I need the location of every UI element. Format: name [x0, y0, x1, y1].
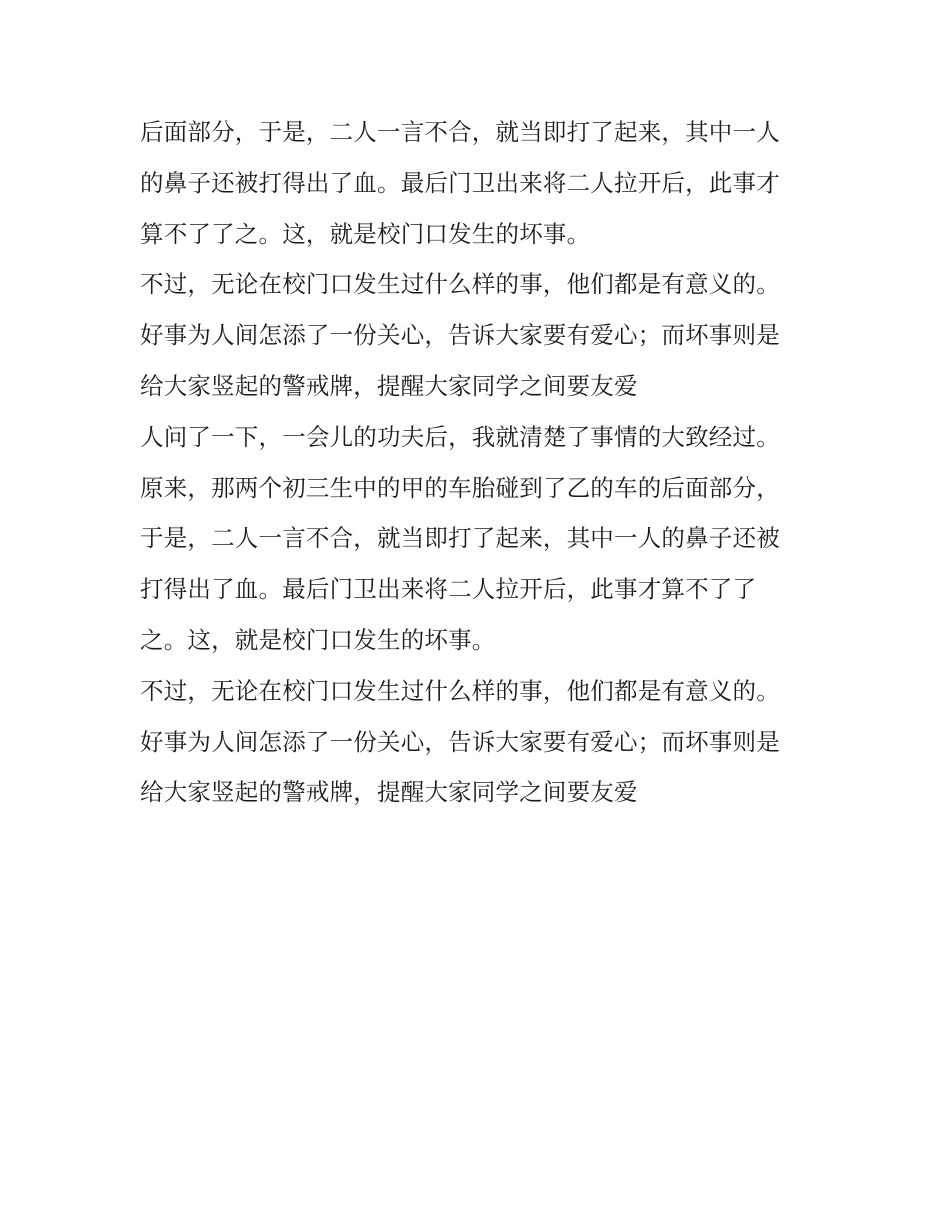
text-line: 之。这，就是校门口发生的坏事。: [140, 625, 496, 654]
text-line: 不过，无论在校门口发生过什么样的事，他们都是有意义的。: [140, 270, 780, 299]
text-line: 打得出了血。最后门卫出来将二人拉开后，此事才算不了了: [140, 575, 757, 604]
text-line: 原来，那两个初三生中的甲的车胎碰到了乙的车的后面部分，: [140, 473, 780, 502]
text-line: 给大家竖起的警戒牌，提醒大家同学之间要友爱: [140, 371, 638, 400]
text-line: 好事为人间怎添了一份关心，告诉大家要有爱心；而坏事则是: [140, 727, 780, 756]
text-line: 算不了了之。这，就是校门口发生的坏事。: [140, 219, 591, 248]
text-line: 后面部分，于是，二人一言不合，就当即打了起来，其中一人: [140, 118, 780, 146]
text-line: 人问了一下，一会儿的功夫后，我就清楚了事情的大致经过。: [140, 422, 780, 451]
text-line: 的鼻子还被打得出了血。最后门卫出来将二人拉开后，此事才: [140, 168, 780, 197]
text-line: 不过，无论在校门口发生过什么样的事，他们都是有意义的。: [140, 676, 780, 705]
text-line: 好事为人间怎添了一份关心，告诉大家要有爱心；而坏事则是: [140, 321, 780, 350]
document-body: [140, 107, 820, 818]
text-line: 于是，二人一言不合，就当即打了起来，其中一人的鼻子还被: [140, 524, 780, 553]
text-line: 给大家竖起的警戒牌，提醒大家同学之间要友爱: [140, 778, 638, 807]
